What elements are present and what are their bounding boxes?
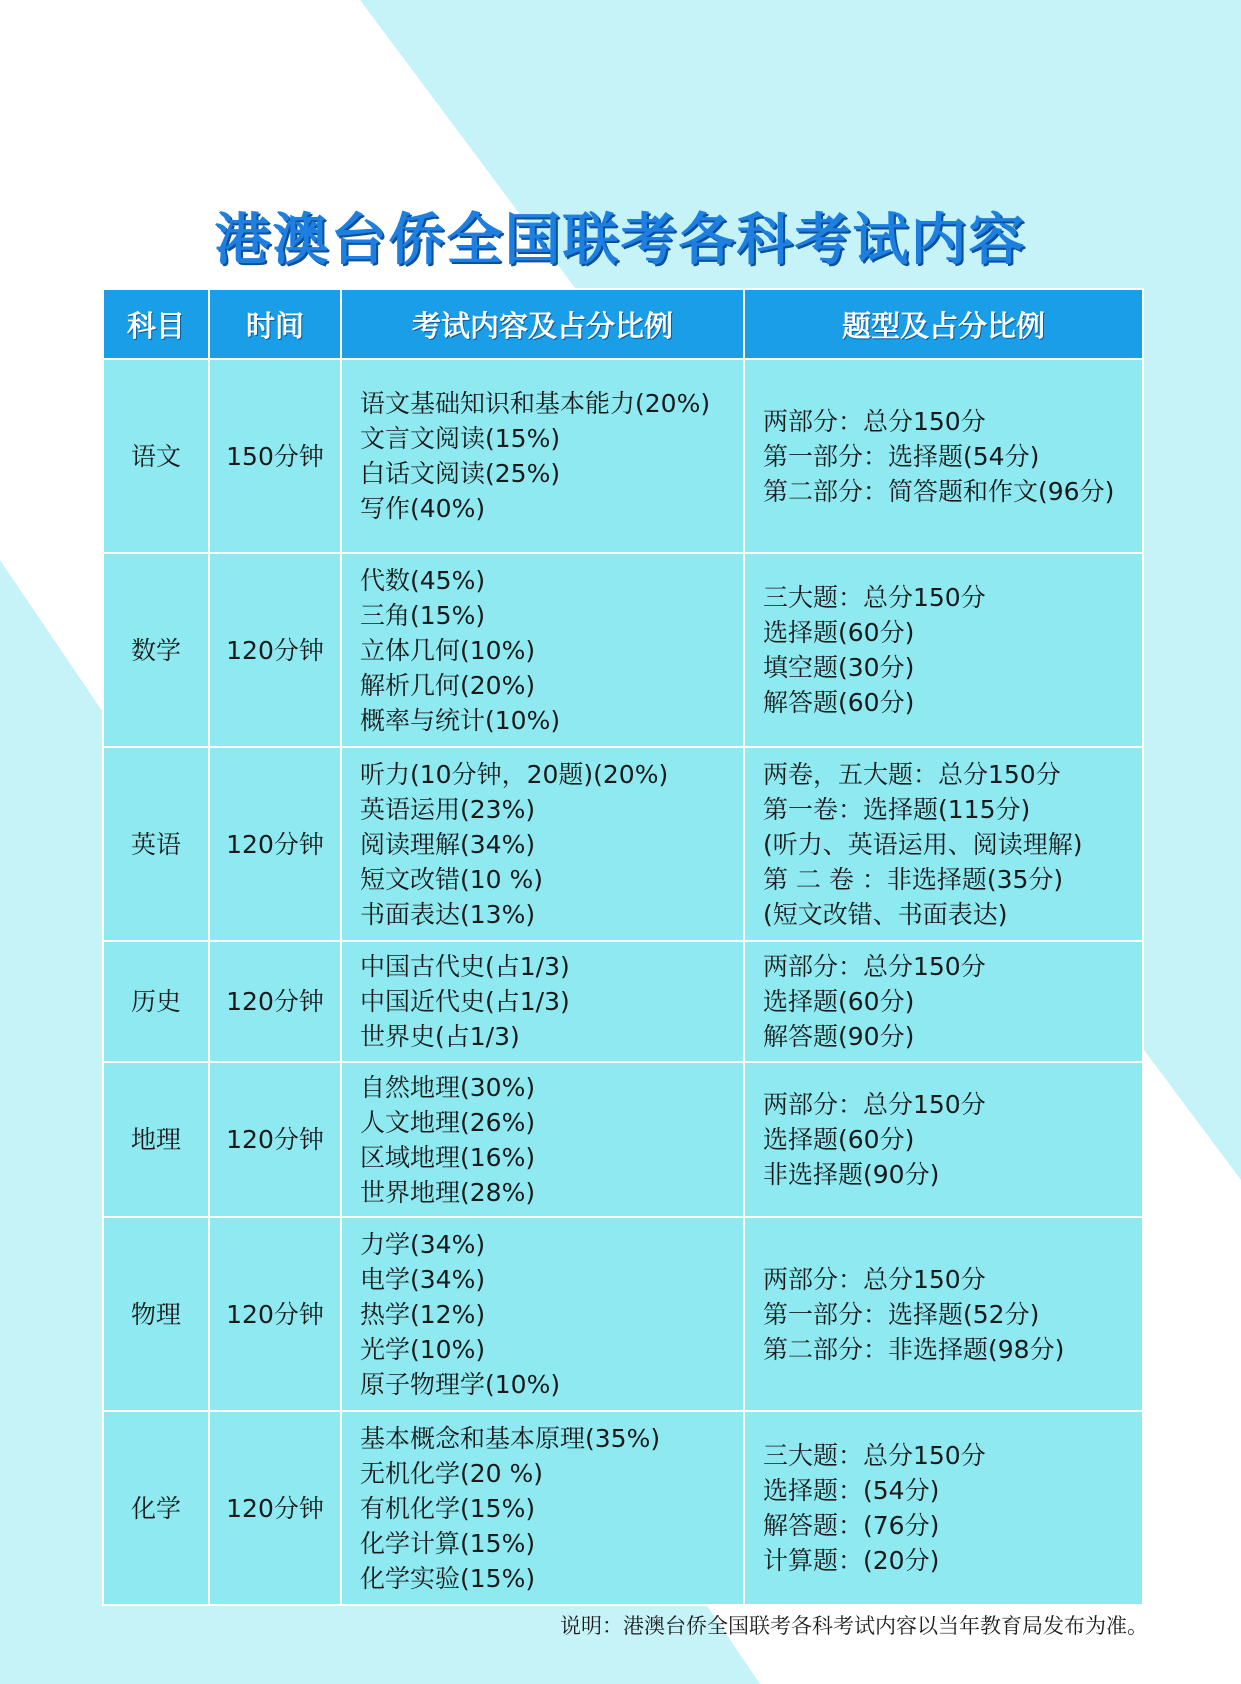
time-cell: 120分钟 <box>209 1217 341 1411</box>
content-line: 电学(34%) <box>360 1264 486 1294</box>
content-cell <box>341 1411 744 1605</box>
subject-cell: 化学 <box>103 1411 209 1605</box>
type-line: 两部分：总分150分 <box>763 1090 986 1119</box>
time-cell: 120分钟 <box>209 941 341 1062</box>
content-cell <box>341 553 744 747</box>
content-line: 语文基础知识和基本能力(20%) <box>360 389 711 418</box>
type-line: 第一卷：选择题(115分) <box>763 794 1031 824</box>
content-line: 写作(40%) <box>360 494 486 523</box>
content-line: 听力(10分钟，20题)(20%) <box>360 759 669 789</box>
type-line: 两部分：总分150分 <box>763 406 986 436</box>
type-line: 解答题：(76分) <box>763 1511 940 1540</box>
content-line: 解析几何(20%) <box>360 670 536 700</box>
types-cell <box>744 1411 1143 1605</box>
types-cell <box>744 747 1143 941</box>
types-cell <box>744 1217 1143 1411</box>
table-row <box>103 553 1143 747</box>
type-line: 解答题(90分) <box>763 1022 915 1051</box>
time-cell: 150分钟 <box>209 359 341 553</box>
content-cell <box>341 1217 744 1411</box>
content-line: 世界史(占1/3) <box>360 1022 520 1051</box>
content-line: 力学(34%) <box>360 1229 486 1259</box>
subject-cell: 英语 <box>103 747 209 941</box>
time-cell: 120分钟 <box>209 553 341 747</box>
content-line: 中国近代史(占1/3) <box>360 987 570 1016</box>
content-line: 世界地理(28%) <box>360 1177 536 1207</box>
content-line: 无机化学(20 %) <box>360 1458 544 1488</box>
type-line: 选择题(60分) <box>763 987 915 1016</box>
header-types: 题型及占分比例 <box>744 289 1143 359</box>
exam-content-table <box>102 288 1144 1606</box>
types-cell <box>744 359 1143 553</box>
table-row <box>103 359 1143 553</box>
table-row <box>103 1217 1143 1411</box>
type-line: 第二部分：简答题和作文(96分) <box>763 476 1115 506</box>
footnote: 说明：港澳台侨全国联考各科考试内容以当年教育局发布为准。 <box>560 1614 1148 1638</box>
time-cell: 120分钟 <box>209 1062 341 1217</box>
type-line: 填空题(30分) <box>763 653 915 682</box>
table-row <box>103 941 1143 1062</box>
table-row <box>103 1062 1143 1217</box>
type-line: 两部分：总分150分 <box>763 1264 986 1294</box>
subject-cell: 语文 <box>103 359 209 553</box>
type-line: (短文改错、书面表达) <box>763 899 1008 929</box>
content-line: 光学(10%) <box>360 1334 486 1364</box>
type-line: 第 二 卷 ：非选择题(35分) <box>763 864 1064 894</box>
subject-cell: 数学 <box>103 553 209 747</box>
content-line: 热学(12%) <box>360 1299 486 1329</box>
content-line: 化学计算(15%) <box>360 1528 536 1558</box>
time-cell: 120分钟 <box>209 1411 341 1605</box>
content-line: 书面表达(13%) <box>360 899 536 929</box>
table-row <box>103 747 1143 941</box>
type-line: 两部分：总分150分 <box>763 952 986 981</box>
type-line: 非选择题(90分) <box>763 1160 940 1189</box>
content-line: 原子物理学(10%) <box>360 1369 561 1399</box>
header-content: 考试内容及占分比例 <box>341 289 744 359</box>
subject-cell: 历史 <box>103 941 209 1062</box>
content-line: 阅读理解(34%) <box>360 829 536 859</box>
type-line: 第一部分：选择题(52分) <box>763 1299 1040 1329</box>
table-header-row <box>103 289 1143 359</box>
content-line: 化学实验(15%) <box>360 1563 536 1593</box>
type-line: 三大题：总分150分 <box>763 583 986 612</box>
content-line: 白话文阅读(25%) <box>360 459 561 488</box>
subject-cell: 物理 <box>103 1217 209 1411</box>
content-line: 有机化学(15%) <box>360 1493 536 1523</box>
type-line: 选择题：(54分) <box>763 1476 940 1505</box>
content-line: 短文改错(10 %) <box>360 864 544 894</box>
content-line: 代数(45%) <box>360 565 486 595</box>
content-cell <box>341 747 744 941</box>
content-line: 英语运用(23%) <box>360 794 536 824</box>
table-body <box>103 359 1143 1605</box>
type-line: 第一部分：选择题(54分) <box>763 441 1040 471</box>
header-subject: 科目 <box>103 289 209 359</box>
content-line: 文言文阅读(15%) <box>360 424 561 453</box>
content-line: 中国古代史(占1/3) <box>360 952 570 981</box>
content-cell <box>341 359 744 553</box>
type-line: 选择题(60分) <box>763 1125 915 1154</box>
type-line: (听力、英语运用、阅读理解) <box>763 829 1083 859</box>
content-line: 基本概念和基本原理(35%) <box>360 1423 661 1453</box>
subject-cell: 地理 <box>103 1062 209 1217</box>
type-line: 选择题(60分) <box>763 618 915 647</box>
types-cell <box>744 553 1143 747</box>
content-line: 三角(15%) <box>360 600 486 630</box>
type-line: 三大题：总分150分 <box>763 1441 986 1470</box>
content-line: 立体几何(10%) <box>360 635 536 665</box>
types-cell <box>744 1062 1143 1217</box>
content-cell <box>341 941 744 1062</box>
page-title: 港澳台侨全国联考各科考试内容 <box>214 208 1027 273</box>
time-cell: 120分钟 <box>209 747 341 941</box>
content-line: 区域地理(16%) <box>360 1142 536 1172</box>
types-cell <box>744 941 1143 1062</box>
content-line: 人文地理(26%) <box>360 1107 536 1137</box>
table-row <box>103 1411 1143 1605</box>
content-line: 自然地理(30%) <box>360 1072 536 1102</box>
type-line: 计算题：(20分) <box>763 1546 940 1575</box>
type-line: 解答题(60分) <box>763 688 915 717</box>
header-time: 时间 <box>209 289 341 359</box>
content-cell <box>341 1062 744 1217</box>
content-line: 概率与统计(10%) <box>360 705 561 735</box>
type-line: 第二部分：非选择题(98分) <box>763 1334 1065 1364</box>
type-line: 两卷，五大题：总分150分 <box>763 759 1061 789</box>
